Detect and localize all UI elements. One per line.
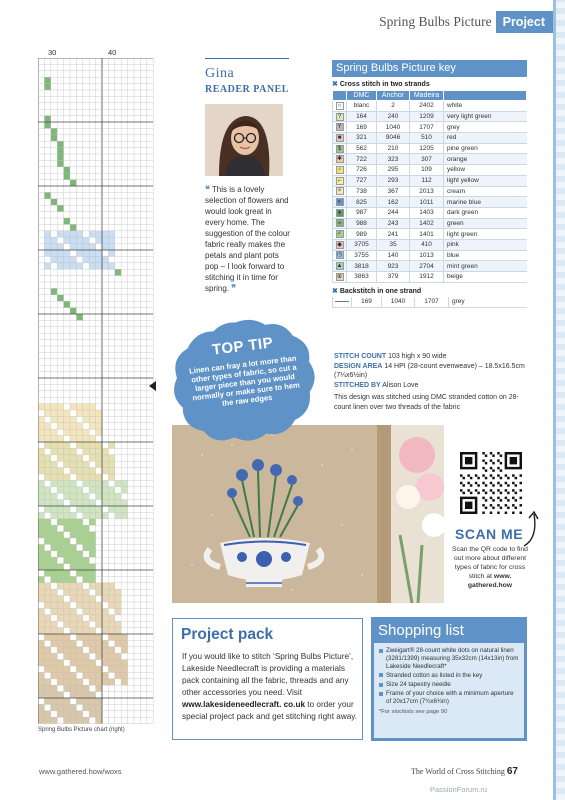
stitch-symbol-icon: ×	[336, 187, 344, 195]
qr-code-icon[interactable]	[460, 452, 522, 514]
stitch-symbol-icon: ∩	[337, 102, 342, 109]
key-anchor: 243	[377, 218, 410, 229]
stitch-symbol-icon: ?	[336, 113, 344, 121]
stitch-symbol-icon: ◐	[336, 198, 344, 206]
shopping-items	[374, 643, 524, 738]
stitch-symbol-icon: $	[336, 145, 344, 153]
key-symbol	[333, 186, 347, 197]
key-header-madeira: Madeira	[410, 91, 444, 101]
key-dmc: 3818	[347, 261, 377, 272]
pack-url[interactable]: www.lakesideneedlecraft. co.uk	[182, 700, 306, 709]
key-madeira: 307	[410, 154, 444, 165]
key-dmc: 727	[347, 175, 377, 186]
key-anchor: 240	[377, 111, 410, 122]
key-anchor: 35	[377, 239, 410, 250]
key-anchor: 2	[377, 101, 410, 112]
chart-column-labels	[48, 48, 158, 58]
reader-photo	[205, 104, 283, 176]
key-symbol	[333, 207, 347, 218]
pack-text-b: to order your special project pack and get stitching right away.	[182, 700, 358, 721]
key-row	[333, 218, 527, 229]
key-madeira: 2013	[410, 186, 444, 197]
key-symbol	[333, 133, 347, 144]
key-madeira: 1402	[410, 218, 444, 229]
stitch-symbol-icon: ♀	[337, 166, 342, 173]
key-dmc: blanc	[347, 101, 377, 112]
key-section-back-label: Backstitch in one strand	[339, 287, 422, 295]
stitch-symbol-icon: ■	[336, 134, 344, 142]
key-color-name: marine blue	[444, 197, 527, 208]
key-dmc: 825	[347, 197, 377, 208]
stitch-symbol-icon: ✓	[336, 231, 343, 238]
chart-col-label: 30	[48, 48, 57, 57]
quote-open-icon: ❝	[205, 184, 210, 194]
top-tip	[168, 318, 318, 446]
footer-magazine-name: The World of Cross Stitching	[411, 767, 505, 776]
key-color-name: light green	[444, 229, 527, 240]
key-section-cross-label: Cross stitch in two strands	[339, 81, 430, 88]
key-row	[333, 101, 527, 112]
key-symbol	[333, 250, 347, 261]
stitch-symbol-icon: ✱	[336, 156, 343, 163]
key-symbol	[333, 229, 347, 240]
shopping-item: Stranded cotton as listed in the key	[379, 672, 520, 680]
key-symbol	[333, 218, 347, 229]
key-symbol	[333, 154, 347, 165]
key-row	[333, 297, 528, 308]
key-color-name: white	[444, 101, 527, 112]
key-color-name: green	[444, 218, 527, 229]
key-symbol	[333, 143, 347, 154]
key-title: Spring Bulbs Picture key	[332, 60, 527, 77]
stitch-symbol-icon: ◒	[336, 219, 344, 227]
key-dmc: 321	[347, 133, 377, 144]
key-anchor: 140	[377, 250, 410, 261]
key-symbol	[333, 197, 347, 208]
page-number: 67	[506, 766, 518, 777]
key-symbol	[333, 175, 347, 186]
page-header	[379, 11, 553, 33]
stitch-count-value: 103 high x 90 wide	[388, 353, 447, 360]
tip-text: Linen can fray a lot more than other types of fabric, so cut a larger piece than you would normally or make sure to hem the raw edges	[188, 353, 301, 408]
key-madeira: 2704	[410, 261, 444, 272]
reader-role: READER PANEL	[205, 84, 289, 95]
stitched-by-label: STITCHED BY	[334, 381, 381, 389]
cross-stitch-chart	[38, 58, 154, 726]
key-madeira: 1013	[410, 250, 444, 261]
scan-url[interactable]: www. gathered.how	[467, 573, 513, 589]
key-anchor: 1040	[382, 297, 415, 308]
key-color-name: blue	[444, 250, 527, 261]
key-row	[333, 133, 527, 144]
key-row	[333, 143, 527, 154]
key-header-symbol	[333, 91, 347, 101]
key-dmc: 3863	[347, 272, 377, 283]
key-dmc: 726	[347, 165, 377, 176]
key-madeira: 1209	[410, 111, 444, 122]
key-color-name: grey	[444, 122, 527, 133]
key-madeira: 1707	[415, 297, 449, 308]
key-row	[333, 207, 527, 218]
design-area-label: DESIGN AREA	[334, 362, 383, 370]
shopping-item: Zweigart® 28-count white dots on natural linen (3281/1399) measuring 35x32cm (14x13in) from Lakeside Needlecraft*	[379, 647, 520, 670]
cross-icon: ✖	[332, 81, 338, 88]
key-symbol	[333, 272, 347, 283]
quote-close-icon: ❞	[231, 283, 237, 293]
key-anchor: 241	[377, 229, 410, 240]
scan-text-body: Scan the QR code to find out more about different types of fabric for cross stitch at	[452, 546, 528, 580]
key-row	[333, 111, 527, 122]
key-madeira: 1403	[410, 207, 444, 218]
header-title: Spring Bulbs Picture	[379, 14, 492, 29]
key-dmc: 164	[347, 111, 377, 122]
key-color-name: dark green	[444, 207, 527, 218]
pack-text	[182, 651, 358, 723]
key-madeira: 410	[410, 239, 444, 250]
key-color-name: mint green	[444, 261, 527, 272]
key-madeira: 112	[410, 175, 444, 186]
key-row	[333, 261, 527, 272]
curved-arrow-icon	[520, 508, 542, 548]
stitch-count	[334, 352, 529, 362]
footer-magazine	[411, 766, 518, 777]
pack-text-a: If you would like to stitch ‘Spring Bulbs Picture’, Lakeside Needlecraft is providing a materials pack containing all the fabric, threads and any other accessories you need. Visit	[182, 652, 354, 697]
pack-title: Project pack	[181, 626, 274, 643]
key-symbol	[333, 111, 347, 122]
key-color-name: orange	[444, 154, 527, 165]
stitch-symbol-icon: ⊕	[336, 273, 343, 280]
key-madeira: 1401	[410, 229, 444, 240]
key-row	[333, 154, 527, 165]
shopping-note: *For stockists see page 90	[379, 709, 448, 716]
stitch-symbol-icon: ♦	[336, 209, 344, 217]
key-color-name: grey	[449, 297, 528, 308]
key-anchor: 293	[377, 175, 410, 186]
key-row	[333, 250, 527, 261]
key-anchor: 162	[377, 197, 410, 208]
key-color-name: pink	[444, 239, 527, 250]
side-stripe	[553, 0, 565, 800]
stitch-symbol-icon: ▲	[336, 263, 343, 270]
key-header-dmc: DMC	[347, 91, 377, 101]
key-symbol	[333, 261, 347, 272]
key-row	[333, 165, 527, 176]
key-dmc: 989	[347, 229, 377, 240]
stitched-by-value: Alison Love	[382, 381, 419, 389]
key-color-name: light yellow	[444, 175, 527, 186]
key-dmc: 722	[347, 154, 377, 165]
key-anchor: 379	[377, 272, 410, 283]
project-pack	[172, 618, 363, 740]
key-madeira: 1707	[410, 122, 444, 133]
thread-key	[332, 60, 527, 308]
reader-quote	[205, 184, 291, 294]
key-row	[333, 197, 527, 208]
design-area	[334, 362, 529, 381]
key-color-name: very light green	[444, 111, 527, 122]
key-dmc: 562	[347, 143, 377, 154]
scan-title: SCAN ME	[455, 526, 524, 542]
reader-rule	[205, 58, 289, 59]
cross-icon: ✖	[332, 287, 338, 295]
chart-col-label: 40	[108, 48, 117, 57]
key-row	[333, 272, 527, 283]
key-anchor: 923	[377, 261, 410, 272]
stitched-photo	[172, 425, 444, 603]
key-color-name: beige	[444, 272, 527, 283]
key-anchor: 295	[377, 165, 410, 176]
stitch-symbol-icon: ◷	[336, 252, 343, 259]
key-dmc: 987	[347, 207, 377, 218]
header-tab: Project	[496, 11, 553, 33]
stitching-note: This design was stitched using DMC stranded cotton on 28-count linen over two threads of the fabric	[334, 394, 519, 411]
stitched-by	[334, 381, 529, 391]
key-color-name: pine green	[444, 143, 527, 154]
key-info	[334, 352, 529, 412]
reader-quote-text: This is a lovely selection of flowers and would look great in every home. The suggestion of the colour fabric really makes the petals and plant pots pop – I look forward to stitching it in time for spring.	[205, 185, 290, 293]
backstitch-line-icon	[333, 297, 352, 308]
stitch-symbol-icon: ◆	[337, 241, 342, 248]
backstitch-table	[332, 297, 527, 308]
key-madeira: 1912	[410, 272, 444, 283]
key-color-name: yellow	[444, 165, 527, 176]
key-anchor: 1040	[377, 122, 410, 133]
key-dmc: 169	[347, 122, 377, 133]
key-dmc: 738	[347, 186, 377, 197]
key-dmc: 3705	[347, 239, 377, 250]
tip-title: TOP TIP	[211, 334, 275, 359]
shopping-item: Size 24 tapestry needle	[379, 681, 520, 689]
key-dmc: 988	[347, 218, 377, 229]
key-color-name: cream	[444, 186, 527, 197]
watermark: PassionForum.ru	[430, 785, 488, 794]
shopping-item: Frame of your choice with a minimum aperture of 20x17cm (7¾x6¾in)	[379, 690, 520, 706]
footer-url[interactable]: www.gathered.how/woxs	[39, 767, 122, 776]
key-anchor: 323	[377, 154, 410, 165]
shopping-title: Shopping list	[378, 622, 464, 639]
key-header-name	[444, 91, 527, 101]
key-anchor: 244	[377, 207, 410, 218]
chart-center-arrow-icon	[149, 381, 156, 391]
key-anchor: 9046	[377, 133, 410, 144]
key-madeira: 510	[410, 133, 444, 144]
design-area-value: 14 HPI (28-count evenweave) – 18.5x16.5cm (7¼x6½in)	[334, 362, 525, 379]
key-symbol	[333, 239, 347, 250]
scan-text	[452, 545, 528, 590]
key-row	[333, 175, 527, 186]
key-header-anchor: Anchor	[377, 91, 410, 101]
key-row	[333, 122, 527, 133]
key-row	[333, 186, 527, 197]
key-madeira: 109	[410, 165, 444, 176]
key-symbol	[333, 165, 347, 176]
key-madeira: 1205	[410, 143, 444, 154]
chart-caption: Spring Bulbs Picture chart (right)	[38, 727, 125, 733]
key-symbol	[333, 122, 347, 133]
key-section-back	[332, 287, 527, 297]
stitch-count-label: STITCH COUNT	[334, 353, 387, 360]
key-dmc: 3755	[347, 250, 377, 261]
key-madeira: 1011	[410, 197, 444, 208]
key-symbol	[333, 101, 347, 112]
key-anchor: 210	[377, 143, 410, 154]
stitch-symbol-icon: Y	[337, 124, 342, 131]
stitch-symbol-icon: ⌐	[336, 177, 344, 185]
shopping-list	[371, 617, 527, 741]
key-row	[333, 229, 527, 240]
key-madeira: 2402	[410, 101, 444, 112]
key-row	[333, 239, 527, 250]
key-section-cross	[332, 80, 527, 90]
key-anchor: 367	[377, 186, 410, 197]
key-table	[332, 90, 527, 283]
reader-name: Gina	[205, 66, 235, 81]
key-color-name: red	[444, 133, 527, 144]
key-dmc: 169	[352, 297, 382, 308]
